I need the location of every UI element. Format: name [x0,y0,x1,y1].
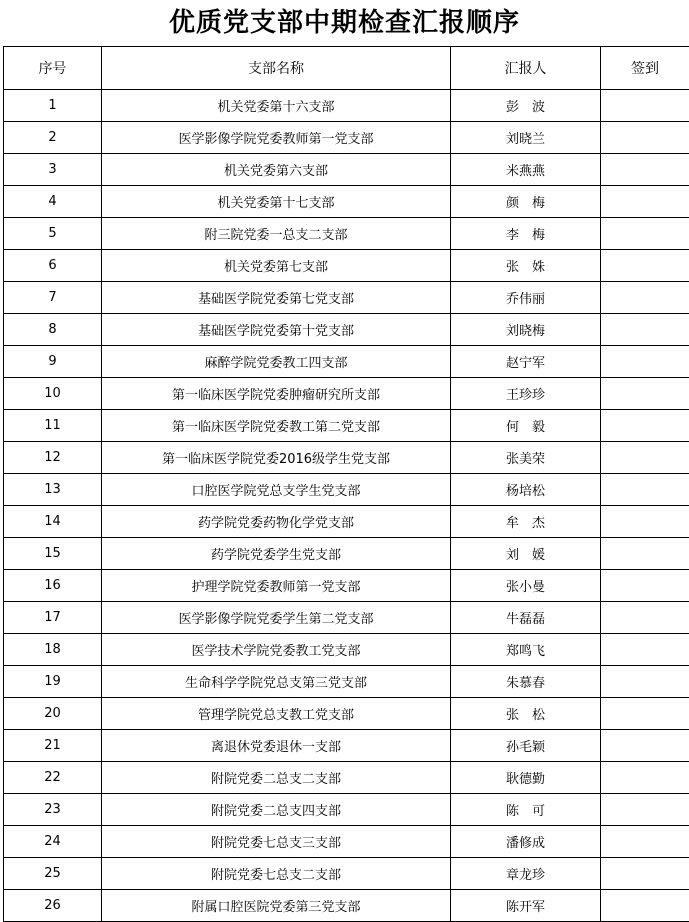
table-row [4,730,689,762]
cell-sign[interactable] [601,794,689,826]
cell-reporter: 牟 杰 [451,506,601,538]
cell-no: 18 [4,634,102,666]
cell-sign[interactable] [601,634,689,666]
cell-no: 14 [4,506,102,538]
table-row [4,90,689,122]
cell-reporter: 赵宁军 [451,346,601,378]
cell-no: 5 [4,218,102,250]
cell-reporter: 刘晓梅 [451,314,601,346]
cell-sign[interactable] [601,730,689,762]
cell-branch: 基础医学院党委第十党支部 [102,314,451,346]
cell-reporter: 耿德勤 [451,762,601,794]
cell-sign[interactable] [601,122,689,154]
cell-sign[interactable] [601,186,689,218]
cell-no: 6 [4,250,102,282]
cell-no: 21 [4,730,102,762]
cell-branch: 管理学院党总支教工党支部 [102,698,451,730]
cell-no: 20 [4,698,102,730]
cell-sign[interactable] [601,250,689,282]
cell-reporter: 孙毛颖 [451,730,601,762]
cell-branch: 附院党委二总支二支部 [102,762,451,794]
cell-branch: 附院党委二总支四支部 [102,794,451,826]
table-body [4,90,689,922]
table-row [4,602,689,634]
cell-branch: 离退休党委退休一支部 [102,730,451,762]
cell-no: 1 [4,90,102,122]
cell-reporter: 王珍珍 [451,378,601,410]
cell-reporter: 张小曼 [451,570,601,602]
table-row [4,378,689,410]
cell-branch: 附院党委七总支三支部 [102,826,451,858]
table-row [4,858,689,890]
cell-reporter: 李 梅 [451,218,601,250]
cell-no: 26 [4,890,102,922]
cell-branch: 医学技术学院党委教工党支部 [102,634,451,666]
cell-reporter: 张 姝 [451,250,601,282]
cell-no: 10 [4,378,102,410]
table-row [4,538,689,570]
cell-no: 22 [4,762,102,794]
cell-sign[interactable] [601,218,689,250]
cell-branch: 附院党委七总支二支部 [102,858,451,890]
cell-sign[interactable] [601,442,689,474]
cell-sign[interactable] [601,346,689,378]
cell-sign[interactable] [601,762,689,794]
cell-branch: 口腔医学院党总支学生党支部 [102,474,451,506]
table-row [4,122,689,154]
table-row [4,890,689,922]
cell-branch: 第一临床医学院党委肿瘤研究所支部 [102,378,451,410]
table-row [4,410,689,442]
cell-reporter: 杨培松 [451,474,601,506]
cell-sign[interactable] [601,282,689,314]
table-row [4,698,689,730]
cell-sign[interactable] [601,378,689,410]
cell-branch: 附三院党委一总支二支部 [102,218,451,250]
cell-no: 3 [4,154,102,186]
table-row [4,762,689,794]
table-row [4,634,689,666]
cell-no: 7 [4,282,102,314]
table-row [4,794,689,826]
cell-reporter: 潘修成 [451,826,601,858]
cell-branch: 麻醉学院党委教工四支部 [102,346,451,378]
table-row [4,186,689,218]
cell-reporter: 彭 波 [451,90,601,122]
cell-sign[interactable] [601,474,689,506]
cell-branch: 机关党委第十七支部 [102,186,451,218]
header-branch: 支部名称 [102,47,451,90]
table-row [4,218,689,250]
cell-no: 8 [4,314,102,346]
table-row [4,346,689,378]
cell-branch: 生命科学学院党总支第三党支部 [102,666,451,698]
cell-sign[interactable] [601,890,689,922]
table-row [4,314,689,346]
cell-reporter: 刘晓兰 [451,122,601,154]
cell-sign[interactable] [601,666,689,698]
cell-no: 25 [4,858,102,890]
table-row [4,474,689,506]
cell-no: 19 [4,666,102,698]
cell-sign[interactable] [601,570,689,602]
cell-no: 17 [4,602,102,634]
cell-branch: 药学院党委学生党支部 [102,538,451,570]
cell-branch: 机关党委第六支部 [102,154,451,186]
cell-branch: 护理学院党委教师第一党支部 [102,570,451,602]
cell-no: 11 [4,410,102,442]
cell-no: 12 [4,442,102,474]
cell-sign[interactable] [601,506,689,538]
cell-reporter: 朱慕春 [451,666,601,698]
cell-sign[interactable] [601,602,689,634]
cell-reporter: 乔伟丽 [451,282,601,314]
cell-no: 2 [4,122,102,154]
cell-sign[interactable] [601,698,689,730]
cell-sign[interactable] [601,90,689,122]
cell-branch: 第一临床医学院党委2016级学生党支部 [102,442,451,474]
cell-reporter: 牛磊磊 [451,602,601,634]
cell-sign[interactable] [601,314,689,346]
cell-sign[interactable] [601,410,689,442]
header-row [4,47,689,90]
cell-no: 15 [4,538,102,570]
cell-no: 13 [4,474,102,506]
cell-reporter: 郑鸣飞 [451,634,601,666]
table-row [4,506,689,538]
header-no: 序号 [4,47,102,90]
cell-no: 9 [4,346,102,378]
cell-no: 16 [4,570,102,602]
cell-branch: 医学影像学院党委学生第二党支部 [102,602,451,634]
table-row [4,666,689,698]
cell-sign[interactable] [601,826,689,858]
cell-branch: 药学院党委药物化学党支部 [102,506,451,538]
cell-no: 4 [4,186,102,218]
table-row [4,282,689,314]
table-row [4,570,689,602]
sheet-title: 优质党支部中期检查汇报顺序 [0,0,689,46]
header-sign: 签到 [601,47,689,90]
cell-no: 24 [4,826,102,858]
cell-branch: 第一临床医学院党委教工第二党支部 [102,410,451,442]
cell-branch: 基础医学院党委第七党支部 [102,282,451,314]
cell-reporter: 米燕燕 [451,154,601,186]
cell-reporter: 陈开军 [451,890,601,922]
cell-branch: 机关党委第七支部 [102,250,451,282]
table-row [4,250,689,282]
cell-reporter: 陈 可 [451,794,601,826]
cell-reporter: 何 毅 [451,410,601,442]
table-row [4,826,689,858]
cell-reporter: 张美荣 [451,442,601,474]
header-reporter: 汇报人 [451,47,601,90]
cell-sign[interactable] [601,858,689,890]
cell-sign[interactable] [601,538,689,570]
cell-reporter: 张 松 [451,698,601,730]
report-order-table [3,46,689,922]
cell-reporter: 刘 媛 [451,538,601,570]
cell-branch: 附属口腔医院党委第三党支部 [102,890,451,922]
table-row [4,442,689,474]
table-row [4,154,689,186]
cell-reporter: 颜 梅 [451,186,601,218]
cell-reporter: 章龙珍 [451,858,601,890]
cell-sign[interactable] [601,154,689,186]
cell-branch: 医学影像学院党委教师第一党支部 [102,122,451,154]
cell-branch: 机关党委第十六支部 [102,90,451,122]
cell-no: 23 [4,794,102,826]
